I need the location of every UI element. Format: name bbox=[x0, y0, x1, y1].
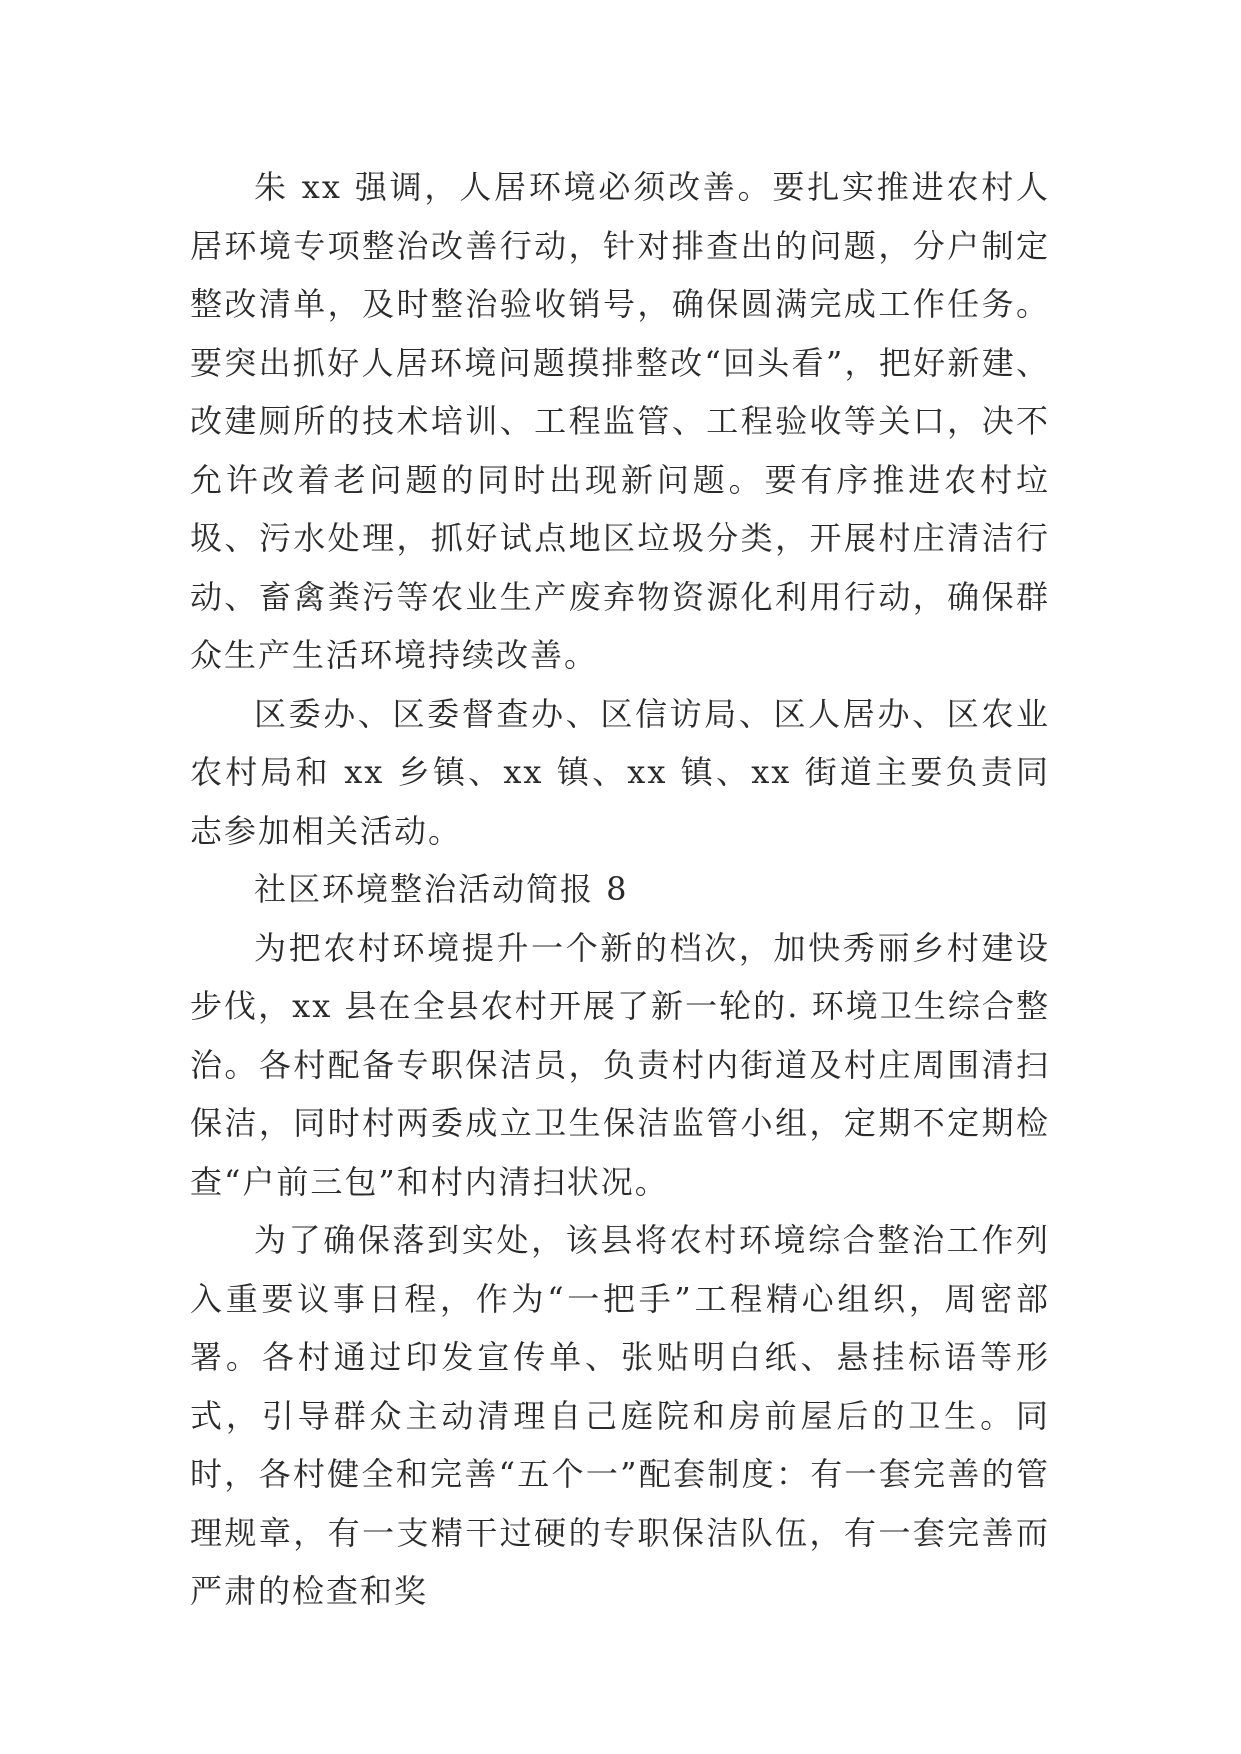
paragraph-attendees: 区委办、区委督查办、区信访局、区人居办、区农业农村局和 xx 乡镇、xx 镇、xx 镇、xx 街道主要负责同志参加相关活动。 bbox=[190, 694, 1050, 850]
paragraph-implementation: 为了确保落到实处，该县将农村环境综合整治工作列入重要议事日程，作为“一把手”工程精心组织，周密部署。各村通过印发宣传单、张贴明白纸、悬挂标语等形式，引导群众主动清理自己庭院和房前屋后的卫生。同时，各村健全和完善“五个一”配套制度：有一套完善的管理规章，有一支精干过硬的专职保洁队伍，有一套完善而严肃的检查和奖 bbox=[190, 1221, 1050, 1610]
paragraph-zhu-remarks: 朱 xx 强调，人居环境必须改善。要扎实推进农村人居环境专项整治改善行动，针对排查出的问题，分户制定整改清单，及时整治验收销号，确保圆满完成工作任务。要突出抓好人居环境问题摸排整改“回头看”，把好新建、改建厕所的技术培训、工程监管、工程验收等关口，决不允许改着老问题的同时出现新问题。要有序推进农村垃圾、污水处理，抓好试点地区垃圾分类，开展村庄清洁行动、畜禽粪污等农业生产废弃物资源化利用行动，确保群众生产生活环境持续改善。 bbox=[190, 168, 1050, 674]
document-body bbox=[190, 158, 1050, 1621]
section-heading: 社区环境整治活动简报 8 bbox=[254, 870, 629, 908]
paragraph-rural-environment: 为把农村环境提升一个新的档次，加快秀丽乡村建设步伐，xx 县在全县农村开展了新一轮的. 环境卫生综合整治。各村配备专职保洁员，负责村内街道及村庄周围清扫保洁，同时村两委成立卫生保洁监管小组，定期不定期检查“户前三包”和村内清扫状况。 bbox=[190, 928, 1050, 1201]
